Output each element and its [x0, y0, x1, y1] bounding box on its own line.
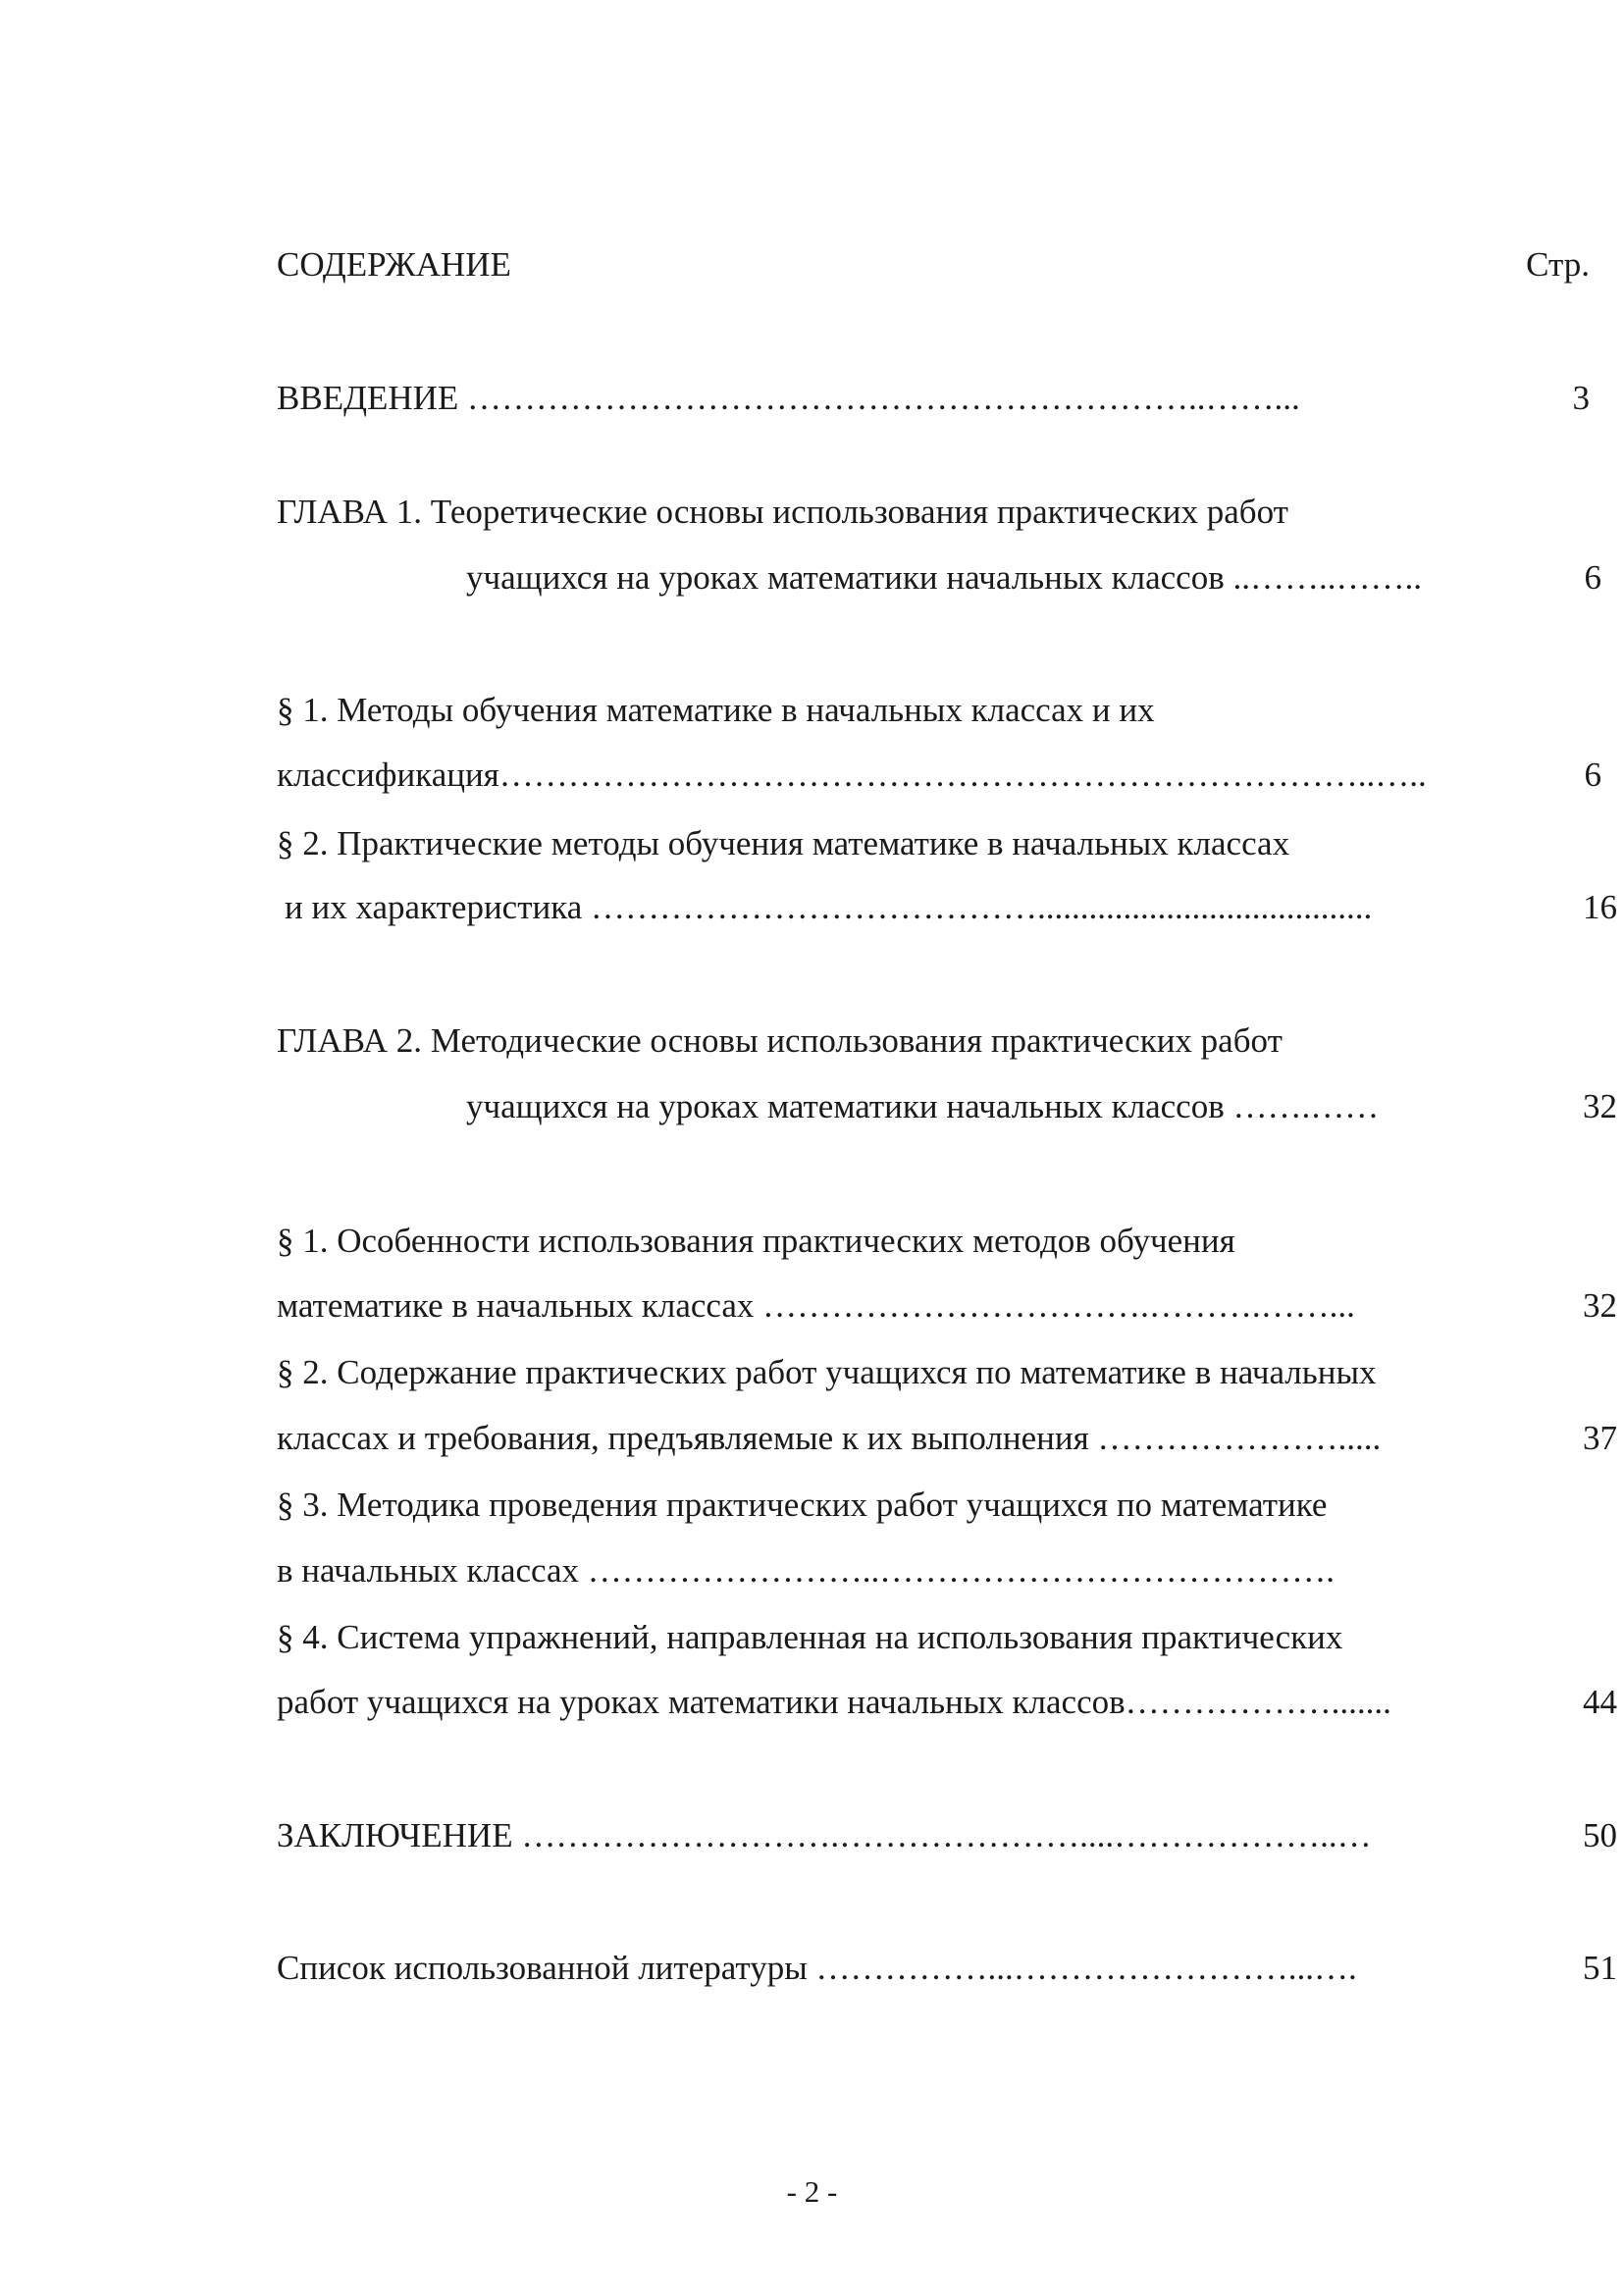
toc-entry-text: § 1. Методы обучения математике в начальных классах и их	[277, 691, 1155, 729]
toc-entry-page: 6	[1584, 558, 1601, 597]
toc-entry-page: 32	[1583, 1286, 1617, 1325]
toc-entry-text: § 4. Система упражнений, направленная на использования практических	[277, 1618, 1343, 1656]
toc-entry-text-continued: в начальных классах ……………………..………………………………….	[277, 1551, 1336, 1590]
toc-entry-page: 50	[1583, 1816, 1617, 1854]
toc-entry-text-continued: классах и требования, предъявляемые к их выполнения ………………….....	[277, 1419, 1382, 1457]
toc-title: СОДЕРЖАНИЕ	[277, 245, 511, 284]
toc-entry-page: 6	[1584, 756, 1601, 794]
toc-entry-text: ВВЕДЕНИЕ ………………………………………………………..……...	[277, 379, 1300, 417]
toc-entry-page: 32	[1583, 1087, 1617, 1125]
toc-entry-page: 44	[1583, 1683, 1617, 1721]
toc-entry-page: 37	[1583, 1419, 1617, 1457]
toc-entry-text: § 3. Методика проведения практических работ учащихся по математике	[277, 1486, 1328, 1524]
toc-entry-text: ЗАКЛЮЧЕНИЕ ……………………….…………………....………………..…	[277, 1816, 1372, 1854]
toc-entry-text: § 2. Практические методы обучения математике в начальных классах	[277, 824, 1290, 862]
toc-entry-page: 3	[1572, 379, 1590, 417]
toc-entry-text-continued: математике в начальных классах …………………………….……….……...	[277, 1286, 1355, 1325]
toc-entry-text-continued: учащихся на уроках математики начальных классов …….……	[466, 1087, 1380, 1125]
toc-entry-text-continued: классификация…………………………………………………………………..…..	[277, 756, 1427, 794]
toc-entry-text-continued: и их характеристика ………………………………….......................................	[285, 888, 1373, 926]
page-number: - 2 -	[786, 2174, 838, 2209]
page-column-label: Стр.	[1526, 245, 1590, 284]
toc-entry-text: ГЛАВА 2. Методические основы использования практических работ	[277, 1021, 1283, 1060]
toc-entry-text-continued: работ учащихся на уроках математики начальных классов……………….......	[277, 1683, 1391, 1721]
toc-entry-text: § 2. Содержание практических работ учащихся по математике в начальных	[277, 1353, 1377, 1391]
toc-entry-text: § 1. Особенности использования практических методов обучения	[277, 1222, 1235, 1260]
toc-entry-text-continued: учащихся на уроках математики начальных классов ..……..……..	[466, 558, 1422, 597]
toc-entry-text: Список использованной литературы ……………...……………………...….	[277, 1949, 1357, 1987]
toc-entry-page: 51	[1583, 1949, 1617, 1987]
toc-entry-text: ГЛАВА 1. Теоретические основы использования практических работ	[277, 493, 1288, 531]
toc-entry-page: 16	[1583, 888, 1617, 926]
